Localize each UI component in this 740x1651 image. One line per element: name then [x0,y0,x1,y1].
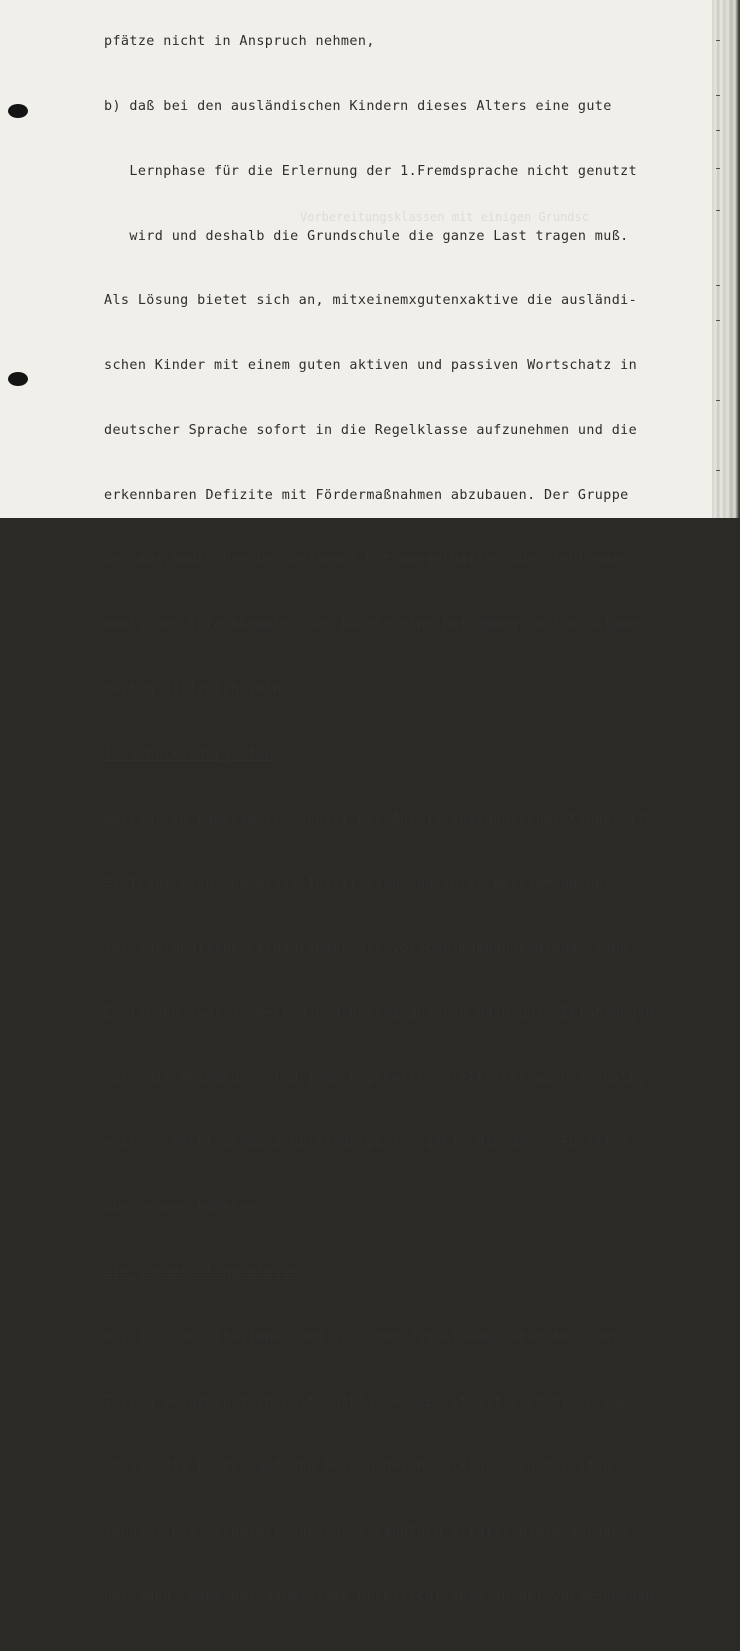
text-line: deutschen Sprachkenntnissen könnte eine Betreuung im Schulkinder- [104,617,655,633]
text-line: ob sie die Kinder auf den Besuch der Regelklasse vorbereiten [104,1459,612,1475]
bleed-through-text: Vorbereitungsklassen mit einigen Grundsc [300,210,589,224]
text-line: wird und deshalb die Grundschule die ganze Last tragen muß. [104,228,629,244]
text-line: Lernphase für die Erlernung der 1.Fremdsprache nicht genutzt [104,163,638,179]
page-stack-edge [712,0,740,518]
text-line: weil es nicht genug Schulkindergärten gibt, die diese Funktion [104,1135,629,1151]
text-line: garten hilfreich sein. [104,682,291,697]
page-edge-mark [716,470,720,471]
text-line: b) daß bei den ausländischen Kindern dieses Alters eine gute [104,98,612,114]
text-line: Als Lösung bietet sich an, mitxeinemxgutenxaktive die ausländi- [104,293,638,309]
page-edge-mark [716,210,720,211]
page-edge-mark [716,285,720,286]
text-line: können. Die Vorbereitungsklasse Langform erfüllt diese Aufgabe [104,1524,629,1540]
text-line: erkennbaren Defizite mit Fördermaßnahmen abzubauen. Der Gruppe [104,487,629,503]
text-line: schen Kinder mit einem guten aktiven und passiven Wortschatz in [104,358,638,374]
text-line: vor, die Meinungen sind jedoch geteilt, vielleicht auch deshalb, [104,1070,646,1086]
page-edge-mark [716,130,720,131]
section-heading: Im Schulkindergarten [104,746,274,762]
text-line: Es fragt sich, ob diese Institution von ihrer Bestimmung her [104,876,612,892]
text-line: Türken besuchen Vorbereitungsklassen. Es stellt sich die Frage, [104,1394,638,1410]
text-line: Nur 25 % der Italiener und 2o % der Jugoslawen, aber 8o % der [104,1329,621,1345]
text-line: beträgt im Landesdurchschnitt der Anteil ausländischer Kinder 17%. [104,811,663,827]
page-edge-mark [716,168,720,169]
page-edge-mark [716,400,720,401]
text-line: pfätze nicht in Anspruch nehmen, [104,34,375,50]
text-line: deutscher Sprache sofort in die Regelklasse aufzunehmen und die [104,422,638,438]
text-line: für ausländische Lernanfänger als Vorschulmaßnahme dienen kann. [104,941,638,957]
typewritten-text [104,0,704,1651]
text-line: der ausländischen Lernanfänger mit mangelhaften oder fehlenden [104,552,629,568]
page-edge-mark [716,40,720,41]
page-edge-mark [716,320,720,321]
page-edge-mark [716,95,720,96]
section-heading: Die Vorbereitungsklasse [104,1265,299,1281]
punch-hole-top [8,104,28,118]
text-line: übernehmen könnten. [104,1200,265,1216]
punch-hole-bottom [8,372,28,386]
text-line: nur dann, wenn der gemeinsame Unterricht auch in der vorgesehenen [104,1588,655,1604]
text-line: Es liegen zwar in Herten und Recklinghausen dazu gute Erfahrungen [104,1005,655,1021]
